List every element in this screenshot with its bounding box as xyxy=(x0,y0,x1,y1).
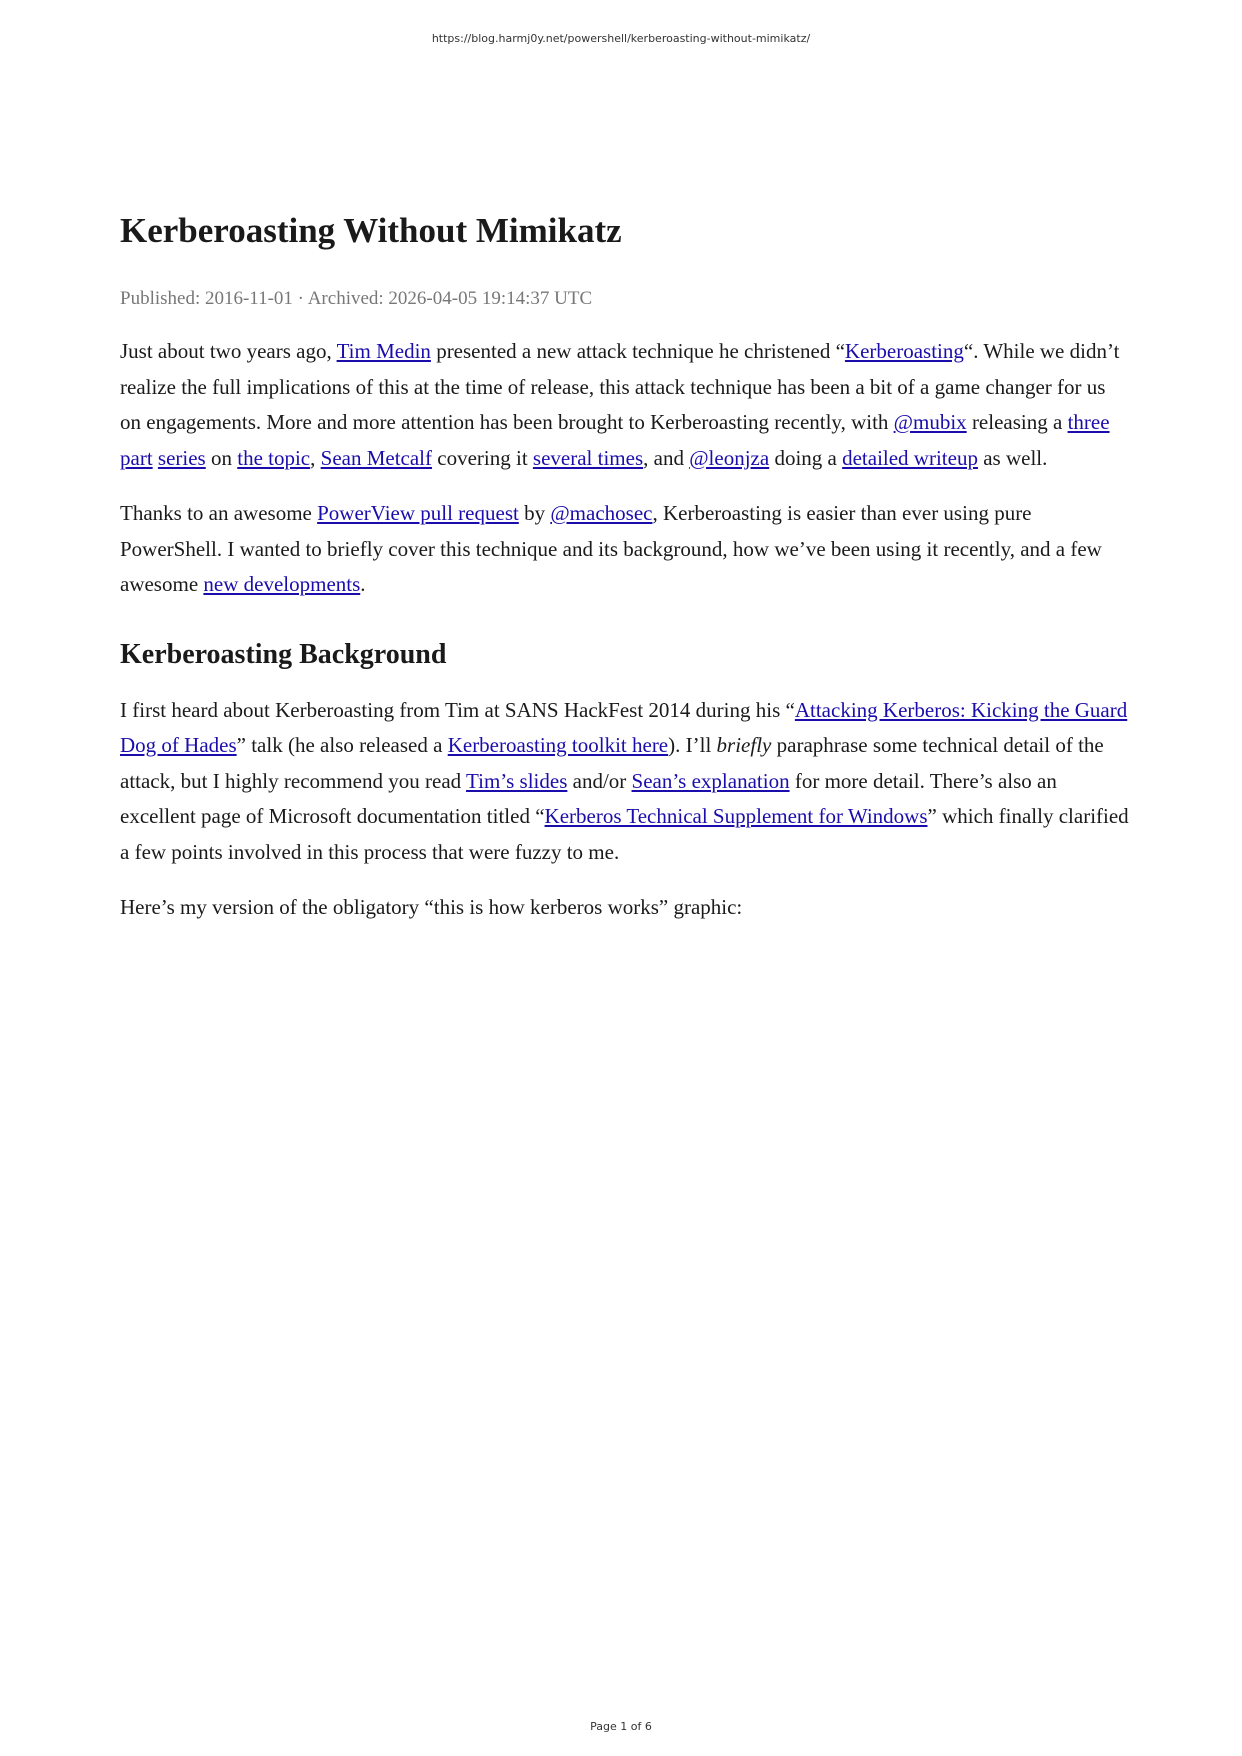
link-leonjza[interactable]: @leonjza xyxy=(689,445,770,470)
link-the-topic[interactable]: the topic xyxy=(237,445,311,470)
text: by xyxy=(518,501,551,525)
link-seans-explanation[interactable]: Sean’s explanation xyxy=(631,768,790,793)
paragraph-background xyxy=(120,693,1130,871)
text: and/or xyxy=(567,768,632,793)
section-heading-background: Kerberoasting Background xyxy=(120,638,447,670)
article-meta: Published: 2016-11-01 · Archived: 2026-04-05 19:14:37 UTC xyxy=(120,288,593,309)
text: as well. xyxy=(977,445,1048,470)
link-three-part[interactable]: three part xyxy=(120,410,1110,470)
text: covering it xyxy=(432,445,533,470)
text: presented a new attack technique he christened “ xyxy=(430,339,845,363)
text: , xyxy=(310,445,321,470)
text: Thanks to an awesome xyxy=(120,501,318,525)
link-series[interactable]: series xyxy=(157,445,206,470)
text: paraphrase some technical detail of the attack, but I highly recommend you read xyxy=(120,733,1104,793)
text: I first heard about Kerberoasting from Tim at SANS HackFest 2014 during his “ xyxy=(120,697,795,722)
emphasis-briefly: briefly xyxy=(716,733,772,757)
text: ” talk (he also released a xyxy=(236,733,448,757)
link-powerview-pull-request[interactable]: PowerView pull request xyxy=(317,501,519,525)
link-kerberoasting-toolkit[interactable]: Kerberoasting toolkit here xyxy=(447,733,669,757)
paragraph-graphic-intro: Here’s my version of the obligatory “this is how kerberos works” graphic: xyxy=(120,895,743,919)
link-kerberos-technical-supplement[interactable]: Kerberos Technical Supplement for Windows xyxy=(544,804,928,828)
page-url-header: https://blog.harmj0y.net/powershell/kerberoasting-without-mimikatz/ xyxy=(431,32,811,45)
link-sean-metcalf[interactable]: Sean Metcalf xyxy=(320,445,433,470)
link-new-developments[interactable]: new developments xyxy=(203,572,361,596)
link-machosec[interactable]: @machosec xyxy=(550,501,653,525)
paragraph-intro xyxy=(120,334,1130,476)
text: releasing a xyxy=(966,410,1068,434)
link-several-times[interactable]: several times xyxy=(532,445,644,470)
text: doing a xyxy=(769,445,843,470)
text: ). I’ll xyxy=(668,733,717,757)
text: “. While we didn’t realize the full implications of this at the time of release, this attack technique has been a bit of a game changer for us on engagements. More and more attention has been brought to Kerberoasting recently, with xyxy=(120,339,1120,434)
text: for more detail. There’s also an excellent page of Microsoft documentation titled “ xyxy=(120,768,1057,828)
link-kerberoasting[interactable]: Kerberoasting xyxy=(844,339,964,363)
text: ” which finally clarified a few points involved in this process that were fuzzy to me. xyxy=(120,804,1129,864)
link-tims-slides[interactable]: Tim’s slides xyxy=(466,768,568,793)
text: , and xyxy=(643,445,690,470)
page-number-footer: Page 1 of 6 xyxy=(590,1720,652,1733)
link-attacking-kerberos-talk[interactable]: Attacking Kerberos: Kicking the Guard Dog of Hades xyxy=(120,697,1128,757)
paragraph-powerview xyxy=(120,496,1130,603)
text: , Kerberoasting is easier than ever using pure PowerShell. I wanted to briefly cover this technique and its background, how we’ve been using it recently, and a few awesome xyxy=(120,501,1102,596)
article-title: Kerberoasting Without Mimikatz xyxy=(120,211,622,250)
article xyxy=(120,210,1130,946)
link-mubix[interactable]: @mubix xyxy=(893,410,967,434)
text: on xyxy=(205,445,238,470)
link-tim-medin[interactable]: Tim Medin xyxy=(336,339,431,363)
text: Just about two years ago, xyxy=(120,339,337,363)
text: . xyxy=(360,572,366,596)
link-detailed-writeup[interactable]: detailed writeup xyxy=(842,445,978,470)
